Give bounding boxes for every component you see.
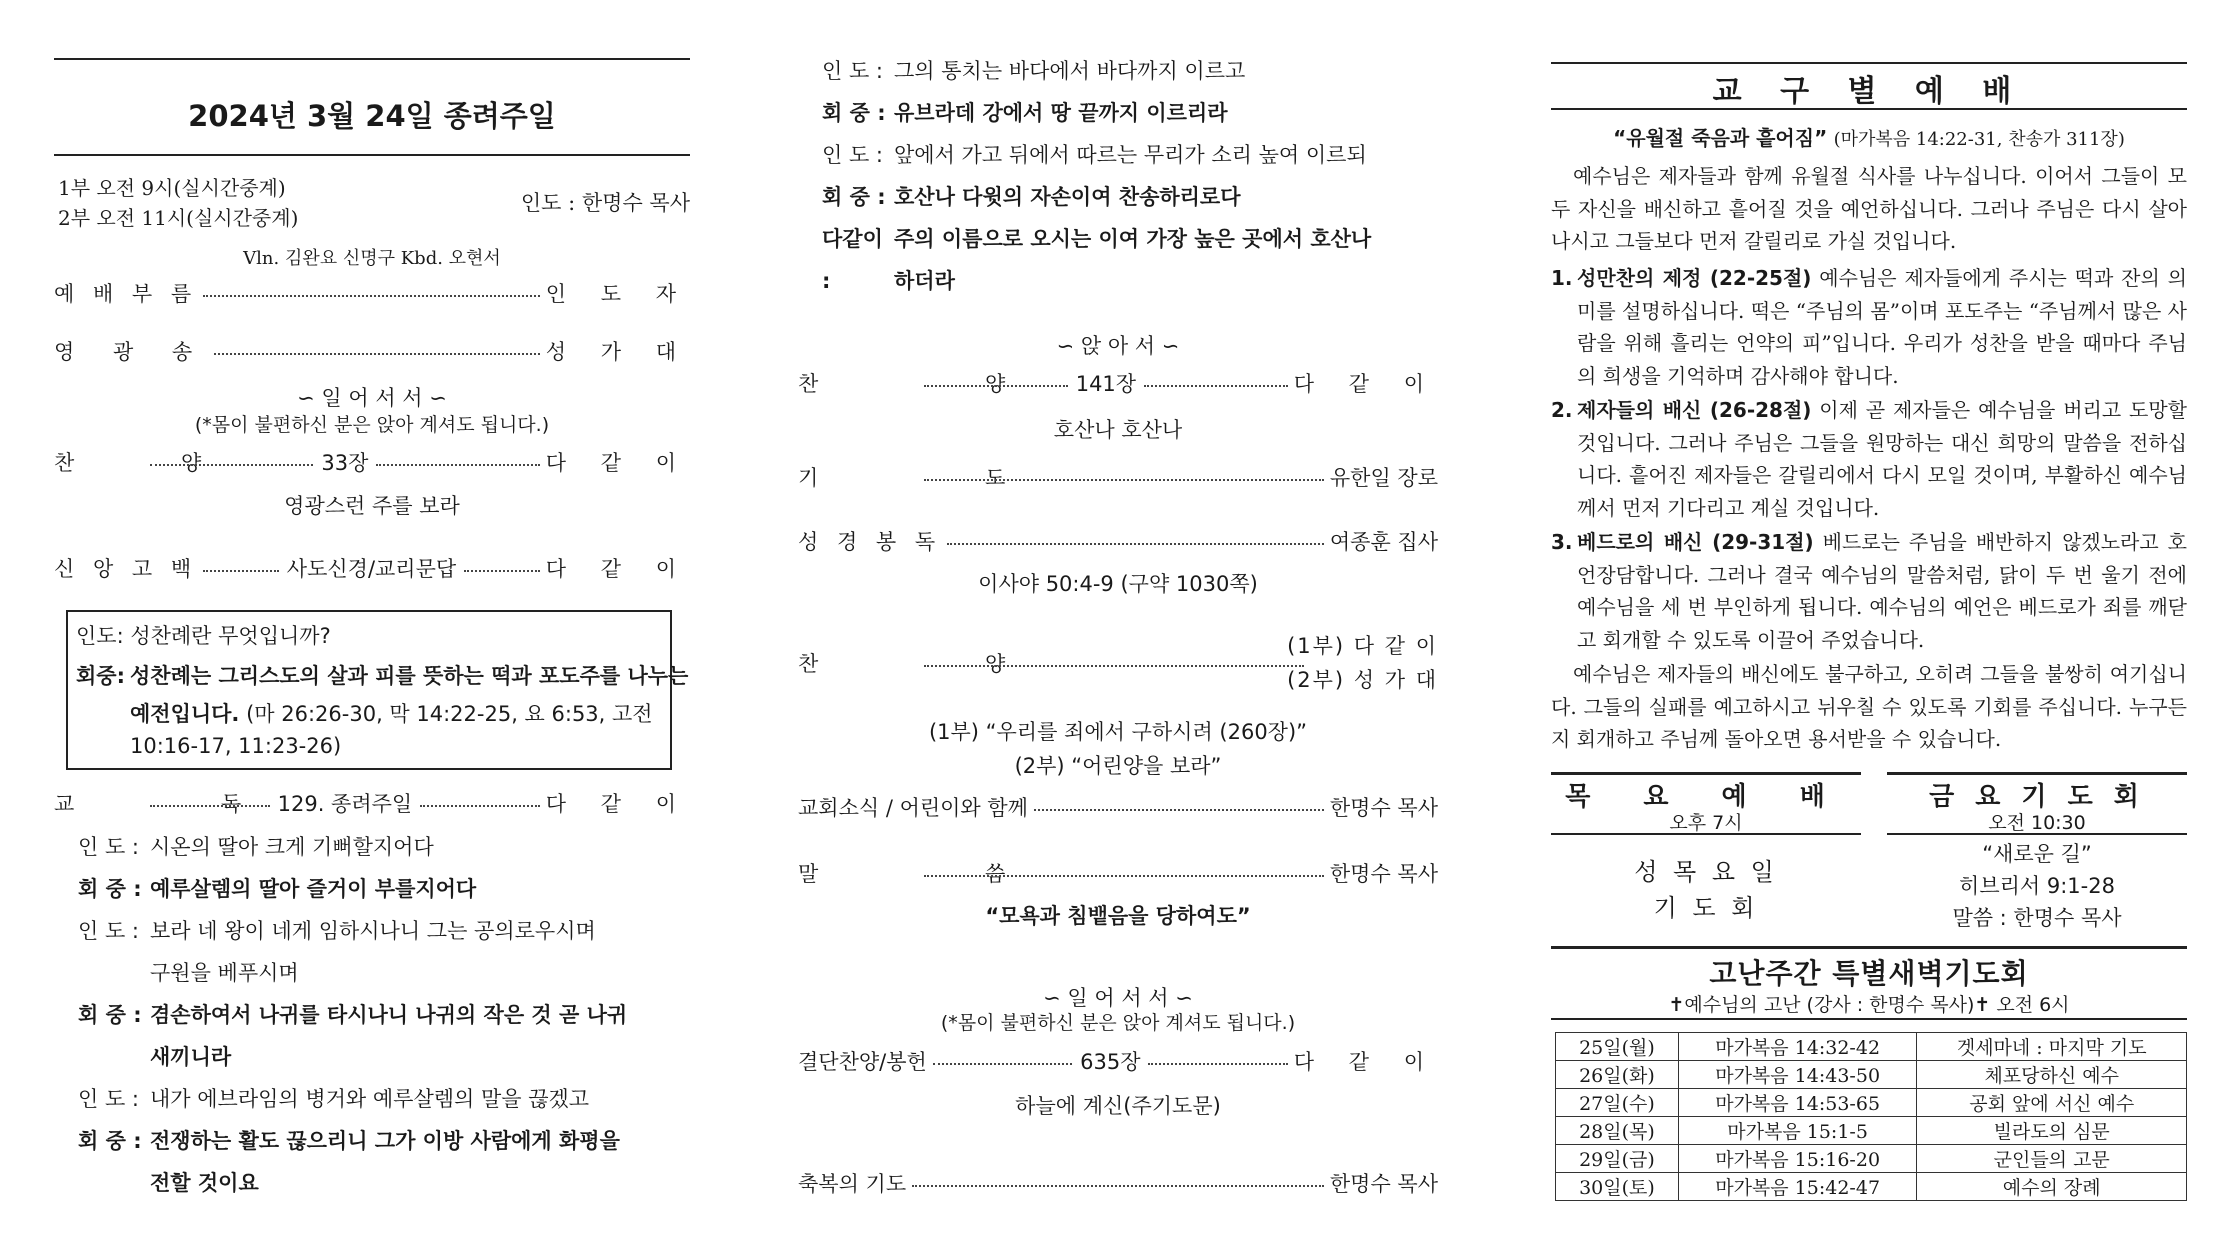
reading-line: 회 중 : 호산나 다윗의 자손이여 찬송하리로다 [822, 185, 1241, 209]
friday-title: “새로운 길” [1982, 842, 2092, 866]
stand-instruction: ∽ 일 어 서 서 ∽ [297, 386, 447, 410]
friday-header: 금 요 기 도 회 [1929, 782, 2145, 812]
catechism-answer-line1: 성찬례는 그리스도의 살과 피를 뜻하는 떡과 포도주를 나누는 [130, 664, 689, 688]
schedule-day: 29일(금) [1556, 1145, 1679, 1173]
district-intro: 예수님은 제자들과 함께 유월절 식사를 나누십니다. 이어서 그들이 모두 자신을 배신하고 흩어질 것을 예언하십니다. 그러나 주님은 다시 살아나시고 그들보다 먼저 갈릴리로 가실 것입니다. [1551, 164, 2187, 253]
thursday-mid-rule [1551, 833, 1861, 835]
order-row-prayer: 기 도 유한일 장로 [798, 466, 1438, 490]
title-rule [54, 154, 690, 156]
schedule-theme: 겟세마네 : 마지막 기도 [1917, 1033, 2187, 1061]
schedule-passage: 마가복음 15:1-5 [1678, 1117, 1917, 1145]
thursday-top-rule [1551, 772, 1861, 775]
thursday-header: 목 요 예 배 [1565, 782, 1847, 812]
schedule-row [1556, 1117, 2187, 1145]
choir-service-1: (1부) 다 같 이 [1287, 634, 1438, 658]
order-row-hymn: 찬 양 33장 다 같 이 [54, 451, 691, 475]
schedule-theme: 빌라도의 심문 [1917, 1117, 2187, 1145]
reading-line: 인 도 : 내가 에브라임의 병거와 예루살렘의 말을 끊겠고 [78, 1087, 590, 1111]
sermon-title: “모욕과 침뱉음을 당하여도” [985, 904, 1251, 928]
passion-top-rule [1551, 946, 2187, 949]
stand-note-2: (*몸이 불편하신 분은 앉아 계셔도 됩니다.) [940, 1012, 1296, 1034]
reading-line: 인 도 : 그의 통치는 바다에서 바다까지 이르고 [822, 59, 1246, 83]
choir-title-1: (1부) “우리를 죄에서 구하시려 (260장)” [928, 720, 1308, 744]
order-row-sermon: 말 씀 한명수 목사 [798, 862, 1438, 886]
schedule-passage: 마가복음 14:53-65 [1678, 1089, 1917, 1117]
scripture-reference: 이사야 50:4-9 (구약 1030쪽) [978, 572, 1258, 596]
district-bottom-rule [1551, 108, 2187, 110]
order-row-choir: 찬 양 [798, 648, 1438, 678]
schedule-row [1556, 1089, 2187, 1117]
passion-week-header: 고난주간 특별새벽기도회 [1709, 957, 2029, 990]
schedule-theme: 군인들의 고문 [1917, 1145, 2187, 1173]
district-worship-header: 교 구 별 예 배 [1712, 74, 2026, 109]
order-row-scripture: 성 경 봉 독 여종훈 집사 [798, 530, 1438, 554]
friday-reference: 히브리서 9:1-28 [1959, 874, 2115, 898]
friday-top-rule [1887, 772, 2187, 775]
hymn-title: 영광스런 주를 보라 [284, 494, 460, 518]
passion-week-subtitle: ✝예수님의 고난 (강사 : 한명수 목사)✝ 오전 6시 [1668, 994, 2070, 1016]
friday-time: 오전 10:30 [1988, 812, 2086, 834]
order-row-benediction: 축복의 기도 한명수 목사 [798, 1172, 1438, 1196]
musicians: Vln. 김완요 신명구 Kbd. 오현서 [243, 248, 501, 269]
reading-line: 인 도 : 앞에서 가고 뒤에서 따르는 무리가 소리 높여 이르되 [822, 143, 1367, 167]
order-row-call-to-worship: 예 배 부 름 인 도 자 [54, 282, 690, 306]
sit-instruction: ∽ 앉 아 서 ∽ [1056, 334, 1180, 358]
schedule-theme: 체포당하신 예수 [1917, 1061, 2187, 1089]
district-top-rule [1551, 62, 2187, 64]
schedule-day: 28일(목) [1556, 1117, 1679, 1145]
thursday-body-1: 성 목 요 일 [1634, 858, 1778, 886]
hymn-2-title: 호산나 호산나 [1053, 418, 1183, 442]
point-3-text: 베드로의 배신 (29-31절) 베드로는 주님을 배반하지 않겠노라고 호언장담합니다. 그러나 결국 예수님의 말씀처럼, 닭이 두 번 울기 전에 예수님을 세 번 부인하게 됩니다. 예수님의 예언은 베드로가 죄를 깨닫고 회개할 수 있도록 이끌어 주었습니다. [1577, 530, 2187, 652]
reading-line: 회 중 : 예루살렘의 딸아 즐거이 부를지어다 [78, 877, 477, 901]
friday-speaker: 말씀 : 한명수 목사 [1952, 906, 2122, 930]
order-row-gloria: 영 광 송 성 가 대 [54, 340, 690, 364]
service-1-time: 1부 오전 9시(실시간중계) [58, 176, 286, 200]
order-row-announcements: 교회소식 / 어린이와 함께 한명수 목사 [798, 796, 1438, 820]
choir-service-2: (2부) 성 가 대 [1287, 668, 1438, 692]
choir-title-2: (2부) “어린양을 보라” [1014, 754, 1222, 778]
left-column [54, 0, 690, 1234]
leader-info: 인도 : 한명수 목사 [520, 191, 690, 215]
schedule-day: 26일(화) [1556, 1061, 1679, 1089]
responsive-reading-left [78, 826, 690, 1216]
schedule-passage: 마가복음 14:32-42 [1678, 1033, 1917, 1061]
point-1-text: 성만찬의 제정 (22-25절) 예수님은 제자들에게 주시는 떡과 잔의 의미를 설명하십니다. 떡은 “주님의 몸”이며 포도주는 “주님께서 많은 사람을 위해 흘리는 언약의 피”입니다. 우리가 성찬을 받을 때마다 주님의 희생을 기억하며 감사해야 합니다. [1577, 266, 2187, 388]
middle-column [798, 0, 1438, 1234]
friday-mid-rule [1887, 833, 2187, 835]
catechism-answer-line3: 10:16-17, 11:23-26) [130, 734, 342, 758]
schedule-passage: 마가복음 15:42-47 [1678, 1173, 1917, 1201]
reading-line: 새끼니라 [150, 1045, 232, 1069]
right-column: 교 구 별 예 배 “유월절 죽음과 흩어짐” (마가복음 14:22-31, 찬송가 311장) 예수님은 제자들과 함께 유월절 식사를 나누십니다. 이어서 그들이 모두 자신을 배신하고 흩어질 것을 예언하십니다. 그러나 주님은 다시 살아나시고 그들보다 먼저 갈릴리로 가실 것입니다. 1. 성만찬의 제정 (22-25절) 예수님은 제자들에게 주시는 떡과 잔의 의미를 설명하십니다. 떡은 “주님의 몸”이며 포도주는 “주님께서 많은 사람을 위해 흘리는 언약의 피”입니다. 우리가 성찬을 받을 때마다 주님의 희생을 기억하며 감사해야 합니다. 2. 제자들의 배신 (26-28절) 이제 곧 제자들은 예수님을 버리고 도망할 것입니다. 그러나 주님은 그들을 원망하는 대신 희망의 말씀을 전하십니다. 흩어진 제자들은 갈릴리에서 다시 모일 것이며, 부활하신 예수님께서 먼저 기다리고 계실 것입니다. 3. 베드로의 배신 (29-31절) 베드로는 주님을 배반하지 않겠노라고 호언장담합니다. 그러나 결국 예수님의 말씀처럼, 닭이 두 번 울기 전에 예수님을 세 번 부인하게 됩니다. 예수님의 예언은 베드로가 죄를 깨닫고 회개할 수 있도록 이끌어 주었습니다. 예수님은 제자들의 배신에도 불구하고, 오히려 그들을 불쌍히 여기십니다. 그들의 실패를 예고하시고 뉘우칠 수 있도록 기회를 주십니다. 누구든지 회개하고 주님께 돌아오면 용서받을 수 있습니다. 목 요 예 배 오후 7시 성 목 요 일 기 도 회 금 요 기 도 회 오전 10:30 “새로운 길” 히브리서 9:1-28 말씀 : 한명수 목사 고난주간 특별새벽기도회 ✝예수님의 고난 (강사 : 한명수 목사)✝ 오전 6시 25일(월) 마가복음 14:32-42 겟세마네 : 마지막 기도 26일(화) 마가복음 14:43-50 체포당하신 예수 27일(수) 마가복음 14:53-65 공회 앞에 서신 예수 28일(목) 마가복음 15:1-5 빌라도의 심문 29일(금) 마가복음 15:16-20 군인들의 고문 30일(토) 마가복음 15:42-47 예수의 장례 [1551, 0, 2187, 1234]
reading-line: 하더라 [894, 269, 955, 293]
reading-line: 구원을 베푸시며 [150, 961, 299, 985]
order-row-responsive-reading: 교 독 129. 종려주일 다 같 이 [54, 792, 691, 816]
catechism-question: 인도: 성찬례란 무엇입니까? [76, 624, 331, 648]
passion-schedule-table [1555, 1032, 2187, 1201]
schedule-day: 27일(수) [1556, 1089, 1679, 1117]
top-rule [54, 58, 690, 60]
schedule-row [1556, 1145, 2187, 1173]
schedule-day: 25일(월) [1556, 1033, 1679, 1061]
schedule-row [1556, 1061, 2187, 1089]
schedule-row [1556, 1173, 2187, 1201]
schedule-day: 30일(토) [1556, 1173, 1679, 1201]
schedule-theme: 공회 앞에 서신 예수 [1917, 1089, 2187, 1117]
district-topic: “유월절 죽음과 흩어짐” (마가복음 14:22-31, 찬송가 311장) [1613, 126, 2125, 150]
schedule-row [1556, 1033, 2187, 1061]
schedule-passage: 마가복음 15:16-20 [1678, 1145, 1917, 1173]
district-closing: 예수님은 제자들의 배신에도 불구하고, 오히려 그들을 불쌍히 여기십니다. 그들의 실패를 예고하시고 뉘우칠 수 있도록 기회를 주십니다. 누구든지 회개하고 주님께 돌아오면 용서받을 수 있습니다. [1551, 662, 2187, 751]
reading-line: 회 중 : 전쟁하는 활도 끊으리니 그가 이방 사람에게 화평을 [78, 1129, 620, 1153]
catechism-box [66, 610, 689, 770]
schedule-theme: 예수의 장례 [1917, 1173, 2187, 1201]
order-row-offering-hymn: 결단찬양/봉헌 635장 다 같 이 [798, 1050, 1439, 1074]
thursday-body-2: 기 도 회 [1653, 894, 1759, 922]
passion-bottom-rule [1551, 1018, 2187, 1020]
reading-line: 다같이 : 주의 이름으로 오시는 이여 가장 높은 곳에서 호산나 [822, 227, 1372, 293]
schedule-passage: 마가복음 14:43-50 [1678, 1061, 1917, 1089]
catechism-answer-line2: 예전입니다. (마 26:26-30, 막 14:22-25, 요 6:53, 고전 [130, 702, 653, 726]
reading-line: 회 중 : 겸손하여서 나귀를 타시나니 나귀의 작은 것 곧 나귀 [78, 1003, 628, 1027]
responsive-reading-continued [822, 50, 1438, 310]
reading-line: 인 도 : 시온의 딸아 크게 기뻐할지어다 [78, 835, 434, 859]
page-title: 2024년 3월 24일 종려주일 [188, 99, 556, 133]
reading-line: 인 도 : 보라 네 왕이 네게 임하시나니 그는 공의로우시며 [78, 919, 596, 943]
point-2-text: 제자들의 배신 (26-28절) 이제 곧 제자들은 예수님을 버리고 도망할 것입니다. 그러나 주님은 그들을 원망하는 대신 희망의 말씀을 전하십니다. 흩어진 제자들은 갈릴리에서 다시 모일 것이며, 부활하신 예수님께서 먼저 기다리고 계실 것입니다. [1577, 398, 2187, 520]
thursday-time: 오후 7시 [1669, 812, 1743, 834]
stand-instruction-2: ∽ 일 어 서 서 ∽ [1043, 986, 1193, 1010]
reading-line: 전할 것이요 [150, 1171, 259, 1195]
order-row-creed: 신 앙 고 백 사도신경/교리문답 다 같 이 [54, 557, 691, 581]
order-row-hymn-2: 찬 양 141장 다 같 이 [798, 372, 1438, 396]
reading-line: 회 중 : 유브라데 강에서 땅 끝까지 이르리라 [822, 101, 1228, 125]
catechism-answer-label: 회중: [76, 664, 125, 688]
offering-hymn-title: 하늘에 계신(주기도문) [1015, 1094, 1221, 1118]
service-2-time: 2부 오전 11시(실시간중계) [58, 206, 299, 230]
stand-note: (*몸이 불편하신 분은 앉아 계셔도 됩니다.) [194, 414, 550, 436]
